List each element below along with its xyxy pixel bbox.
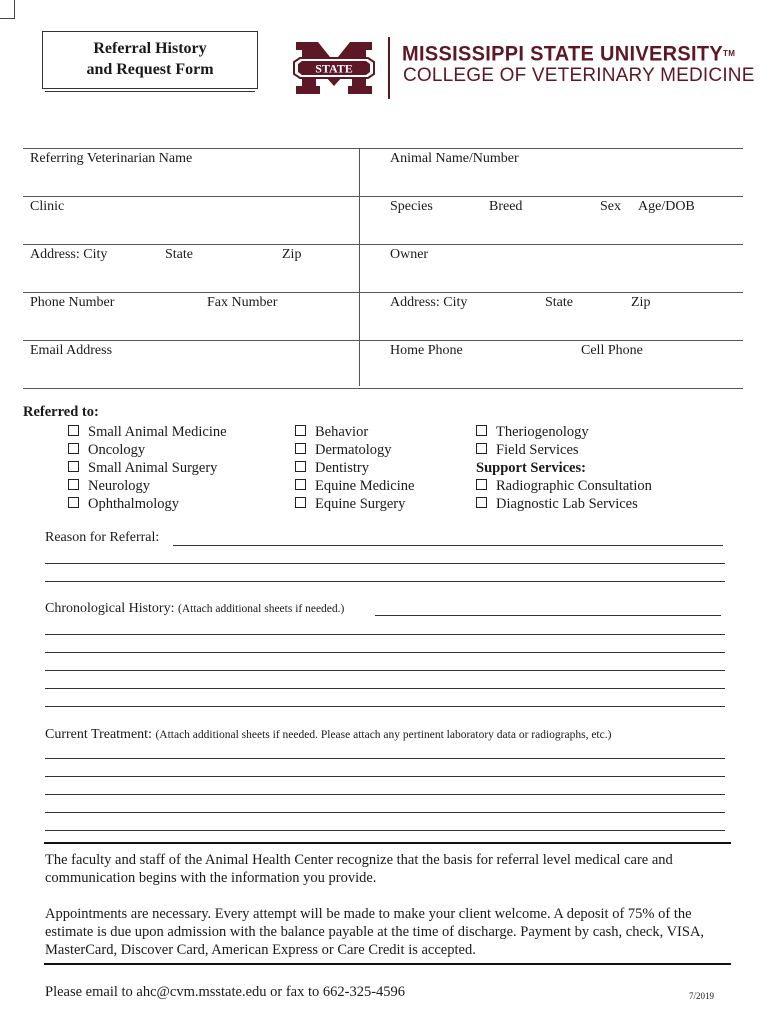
field-owner-state[interactable]: State xyxy=(545,295,573,310)
treatment-label-text: Current Treatment: xyxy=(45,727,152,742)
msu-m-logo-icon xyxy=(292,40,376,96)
field-email[interactable]: Email Address xyxy=(30,343,113,358)
section-divider xyxy=(44,842,731,844)
service-option[interactable] xyxy=(68,459,227,477)
field-cell-phone[interactable]: Cell Phone xyxy=(581,343,643,358)
service-column-3 xyxy=(476,423,652,513)
checkbox[interactable] xyxy=(295,425,306,436)
checkbox[interactable] xyxy=(476,425,487,436)
history-line[interactable] xyxy=(45,706,725,707)
checkbox[interactable] xyxy=(295,461,306,472)
payment-paragraph: Appointments are necessary. Every attempt will be made to make your client welcome. A deposit of 75% of the estimate is due upon admission with the balance payable at the time of discharge. Payment by cash, check, VISA, MasterCard, Discover Card, American Express or Care Credit is accepted. xyxy=(45,906,705,958)
info-grid xyxy=(23,148,743,389)
form-title-line1: Referral History xyxy=(93,40,207,57)
field-home-phone[interactable]: Home Phone xyxy=(390,343,463,358)
history-line[interactable] xyxy=(375,615,721,616)
service-label: Small Animal Surgery xyxy=(88,460,218,476)
checkbox[interactable] xyxy=(476,479,487,490)
corner-checkbox[interactable] xyxy=(0,0,15,19)
title-underline xyxy=(45,91,255,92)
revision-date: 7/2019 xyxy=(689,991,715,1001)
field-clinic-state[interactable]: State xyxy=(165,247,193,262)
service-option[interactable] xyxy=(295,495,414,513)
treatment-note: (Attach additional sheets if needed. Please attach any pertinent laboratory data or radiographs, etc.) xyxy=(155,729,612,741)
service-option[interactable] xyxy=(295,423,414,441)
treatment-line[interactable] xyxy=(45,794,725,795)
trademark: TM xyxy=(723,48,736,59)
form-title-box xyxy=(42,31,258,89)
field-clinic-zip[interactable]: Zip xyxy=(282,247,302,262)
service-column-2 xyxy=(295,423,414,513)
university-name-text: MISSISSIPPI STATE UNIVERSITY xyxy=(402,42,724,66)
service-label: Small Animal Medicine xyxy=(88,424,227,440)
checkbox[interactable] xyxy=(68,443,79,454)
college-name: COLLEGE OF VETERINARY MEDICINE xyxy=(403,65,755,86)
info-row xyxy=(23,244,743,292)
service-label: Neurology xyxy=(88,478,151,494)
form-title-line2: and Request Form xyxy=(86,61,214,78)
info-row xyxy=(23,340,743,389)
field-animal-name[interactable]: Animal Name/Number xyxy=(390,151,519,166)
service-label: Dermatology xyxy=(315,442,392,458)
referred-to-section xyxy=(23,404,99,421)
service-label: Equine Medicine xyxy=(315,478,415,494)
treatment-line[interactable] xyxy=(45,776,725,777)
info-row xyxy=(23,148,743,196)
field-fax[interactable]: Fax Number xyxy=(207,295,278,310)
service-label: Equine Surgery xyxy=(315,496,406,512)
service-option[interactable] xyxy=(476,495,652,513)
service-label: Field Services xyxy=(496,442,579,458)
field-owner-zip[interactable]: Zip xyxy=(631,295,651,310)
history-line[interactable] xyxy=(45,670,725,671)
field-owner[interactable]: Owner xyxy=(390,247,429,262)
history-line[interactable] xyxy=(45,688,725,689)
checkbox[interactable] xyxy=(68,497,79,508)
reason-line[interactable] xyxy=(45,581,725,582)
field-phone[interactable]: Phone Number xyxy=(30,295,115,310)
treatment-line[interactable] xyxy=(45,758,725,759)
support-services-title: Support Services: xyxy=(476,460,586,476)
checkbox[interactable] xyxy=(68,461,79,472)
logo-badge-text: STATE xyxy=(315,61,353,76)
service-label: Radiographic Consultation xyxy=(496,478,652,494)
treatment-line[interactable] xyxy=(45,812,725,813)
university-name xyxy=(402,42,735,66)
service-label: Oncology xyxy=(88,442,146,458)
referred-to-title: Referred to: xyxy=(23,404,99,420)
checkbox[interactable] xyxy=(68,425,79,436)
checkbox[interactable] xyxy=(295,497,306,508)
service-option[interactable] xyxy=(68,441,227,459)
service-option[interactable] xyxy=(295,459,414,477)
field-sex[interactable]: Sex xyxy=(600,199,621,214)
field-clinic[interactable]: Clinic xyxy=(30,199,65,214)
reason-line[interactable] xyxy=(45,563,725,564)
grid-column-divider xyxy=(359,148,360,386)
reason-line[interactable] xyxy=(173,545,723,546)
service-option[interactable] xyxy=(295,441,414,459)
service-column-1 xyxy=(68,423,227,513)
field-species[interactable]: Species xyxy=(390,199,433,214)
checkbox[interactable] xyxy=(476,443,487,454)
service-label: Ophthalmology xyxy=(88,496,180,512)
checkbox[interactable] xyxy=(295,443,306,454)
history-note: (Attach additional sheets if needed.) xyxy=(178,603,345,615)
history-label xyxy=(45,601,344,617)
section-divider xyxy=(44,963,731,965)
service-label: Diagnostic Lab Services xyxy=(496,496,638,512)
service-label: Theriogenology xyxy=(496,424,589,440)
field-breed[interactable]: Breed xyxy=(489,199,523,214)
field-age-dob[interactable]: Age/DOB xyxy=(638,199,695,214)
field-referring-veterinarian[interactable]: Referring Veterinarian Name xyxy=(30,151,193,166)
service-option[interactable] xyxy=(476,477,652,495)
reason-label: Reason for Referral: xyxy=(45,530,160,545)
field-clinic-city[interactable]: Address: City xyxy=(30,247,108,262)
checkbox[interactable] xyxy=(68,479,79,490)
history-line[interactable] xyxy=(45,634,725,635)
service-option[interactable] xyxy=(68,477,227,495)
treatment-line[interactable] xyxy=(45,830,725,831)
service-option[interactable] xyxy=(68,495,227,513)
service-option[interactable] xyxy=(295,477,414,495)
service-label: Behavior xyxy=(315,424,369,440)
logo-divider xyxy=(388,37,390,99)
history-line[interactable] xyxy=(45,652,725,653)
info-paragraph: The faculty and staff of the Animal Health Center recognize that the basis for referral level medical care and communication begins with the information you provide. xyxy=(45,852,673,886)
service-option[interactable] xyxy=(68,423,227,441)
info-row xyxy=(23,196,743,244)
checkbox[interactable] xyxy=(476,497,487,508)
service-option[interactable] xyxy=(476,423,652,441)
treatment-label xyxy=(45,727,611,743)
history-label-text: Chronological History: xyxy=(45,601,175,616)
service-label: Dentistry xyxy=(315,460,369,476)
checkbox[interactable] xyxy=(295,479,306,490)
field-owner-city[interactable]: Address: City xyxy=(390,295,468,310)
service-option[interactable] xyxy=(476,441,652,459)
contact-footer: Please email to ahc@cvm.msstate.edu or fax to 662-325-4596 xyxy=(45,984,406,1000)
info-row xyxy=(23,292,743,340)
